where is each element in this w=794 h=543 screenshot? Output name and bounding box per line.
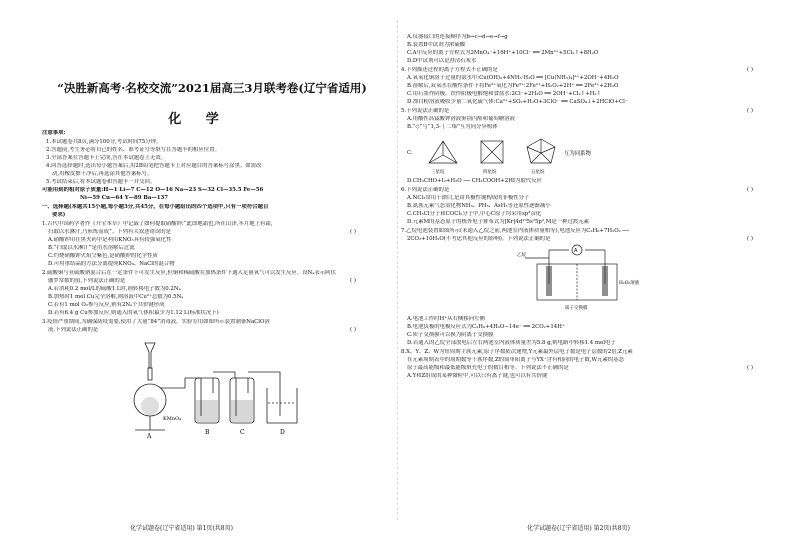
question-2-stem: 伽罗常数的值,下列说法正确的是 [48,278,126,284]
diagram-label: H₂O₂溶液 [619,281,640,286]
svg-text:A: A [574,248,578,254]
structure-label: 五星烷 [531,170,545,175]
option-b: B.装置B中试剂为浓硫酸 [407,42,466,48]
option-b: B.氮族元素气态氢化物NH₃、PH₃、AsH₃等还原性逐渐减小 [407,203,551,209]
question-5-stem: 5.下列说法正确的是 [401,108,450,114]
option-c: C.若有1 mol O₂参与反应,则有2Nₐ个共价键形成 [48,302,165,308]
answer-paren: ( ) [747,236,753,242]
answer-paren: ( ) [747,67,753,73]
option-b: B.加热时1 mol Cu完全溶解,则溶液中Cu²⁺总数为0.5Nₐ [48,294,184,300]
option-c: C.灼烧硝酸钾火焰呈紫色,是硝酸钾的化学性质 [48,253,158,259]
option-a: A.Y和Z组成的某种微粒中,可以只有离子键,也可以有共价键 [407,373,548,379]
notice-line: 1.本试题卷共8页,满分100分,考试时间75分钟。 [46,139,162,145]
figure-label: D [280,429,285,436]
answer-paren: ( ) [747,187,753,193]
option-d: D.若通入的乙烷全部放电后左右两池室内液体质量差为5.8 g,则电路中转移1.4 mol电子 [407,340,616,346]
question-7-stem: 2CO₂+10H₂O(不考虑其他反应的影响)。下列说法正确的是 [407,236,551,242]
question-3-stem: 液,下列说法正确的是 [48,327,99,333]
page-footer: 化学试题卷(辽宁省适用) 第2页(共8页) [527,525,630,532]
structure-conclusion: 互为同系物 [564,151,591,157]
notice-line: 2.答题前,考生务必将自己的姓名、准考证号等填写在答题卡的相应位置。 [46,147,220,153]
diagram-label: 质子交换膜 [565,306,588,311]
apparatus-figure [125,338,355,438]
option-b: B.“扫取以水淋汁”是用水溶解后过滤 [48,245,135,251]
answer-paren: ( ) [350,229,356,235]
figure-label: A [147,433,152,438]
figure-label: B [205,429,210,436]
diagram-label: 乙烷 [517,253,526,258]
question-1-stem: 1.古代中国药学著作《开宝本草》中记载了如何提取硝酸钾:“此即地霜也,所在山泽,冬月地上有霜, [42,221,273,227]
option-d: D.漂白粉溶液吸收少量二氧化硫气体:Ca²⁺+SO₂+H₂O+3ClO⁻ ══ CaSO₄↓+2HClO+Cl⁻ [407,99,628,105]
question-7-stem: 7.乙烷电池装置如图所示(未通入乙烷之前,两池室内液体质量相等),电池反应为C₂H₆+7H₂O₂ ── [401,228,630,234]
option-d: D.可用重结晶的方法分离提纯KNO₃、NaCl的混合物 [48,261,175,267]
notice-line: 3.全部答案在答题卡上完成,答在本试题卷上无效。 [46,155,167,161]
exam-page-2 [397,0,794,543]
option-c: C.质子交换膜可以换为阴离子交换膜 [407,332,494,338]
page-footer: 化学试题卷(辽宁省适用) 第1页(共8页) [130,525,233,532]
subject-heading: 化 学 [168,112,229,127]
figure-label: KMnO₄ [163,416,182,422]
option-a: A.硝酸钾用在黑火药中是利用KNO₃具有较强氧化性 [48,237,172,243]
atomic-mass-line: Ni—59 Cu—64 Y—89 Ba—137 [80,195,169,201]
question-8-stem: 原子最高能级和最低能级填充电子的数目相等。下列说法不正确的是 [407,365,569,371]
notice-heading: 注意事项: [42,130,66,136]
notice-line: 5.考试结束后,将本试题卷和答题卡一并交回。 [46,179,156,185]
option-b: B.溶解后,双氧水在酸性条件下将Fe²⁺氧化为Fe³⁺:2Fe²⁺+H₂O₂+2H⁺ ══ 2Fe³⁺+2H₂O [407,83,619,89]
star-alkane-structures [419,133,619,175]
option-c: C.A中反应的离子方程式为2MnO₄⁻+16H⁺+10Cl⁻ ══ 2Mn²⁺+5Cl₂↑+8H₂O [407,50,599,56]
option-c: C.用石墨作阴极、铁作阳极电解饱和食盐水:2Cl⁻+2H₂O ══ 2OH⁻+Cl₂↑+H₂↑ [407,91,602,97]
answer-paren: ( ) [747,108,753,114]
option-a: A.电池工作时H⁺从右侧移向左侧 [407,316,485,322]
structure-label: 三星烷 [431,170,445,175]
option-a: A.仪器接口的连接顺序为b→c→d→e→f→g [407,34,508,40]
question-2-stem: 2.硫酸铜与亚硫酸钠混合后在一定条件下可发生反应,但铜和稀硫酸在加热条件下通入足量氧气可以发生反应。设Nₐ表示阿伏 [42,270,336,276]
structure-label: 四星烷 [483,170,497,175]
atomic-mass-line: 可能用到的相对原子质量:H—1 Li—7 C—12 O—16 Na—23 S—32 Cl—35.5 Fe—56 [42,187,264,193]
notice-line: 4.回答选择题时,选出每小题答案后,用2B铅笔把答题卡上对应题目的答案标号涂黑。如需改 [46,163,262,169]
option-a: A.若消耗0.2 mol/L的硫酸1 L时,则转移电子数为0.2Nₐ [48,286,181,292]
section-heading-cont: 要求) [52,212,66,218]
question-8-stem: 在元素周期表中的周期数等于族序数,Z的简单阳离子与YX⁻含有相同的电子数,W元素的基态 [407,357,625,363]
question-4-stem: 4.下列描述过程的离子方程式不正确的是 [401,67,498,73]
question-3-stem: 3.疫情严重期间,为确保防疫需要,使用了大量“84”消毒液。实验室用如图所示装置制备NaClO溶 [42,319,270,325]
option-d: D.CH₃CHO+I₂+H₂O ── CH₃COOH+2HI为取代反应 [407,178,542,184]
option-a: A.用酸性高锰酸钾溶液鉴别丙醛和葡萄糖溶液 [407,116,516,122]
question-8-stem: 8.X、Y、Z、W为短周期主族元素,原子序数依次递增,Y元素最外层电子数是电子层数的2倍,Z元素 [401,349,633,355]
option-b: B.电池负极的电极反应式为C₂H₆+4H₂O−14e⁻ ══ 2CO₂+14H⁺ [407,324,565,330]
answer-paren: ( ) [747,365,753,371]
option-d: D.D中试剂可以是澄清石灰水 [407,58,477,64]
exam-title: “决胜新高考·名校交流”2021届高三3月联考卷(辽宁省适用) [57,81,367,95]
option-a: A.氧氧化铜溶于过量的氨水中:Cu(OH)₂+4NH₃·H₂O ══ [Cu(NH₃)₄]²⁺+2OH⁻+4H₂O [407,75,619,81]
option-d: D.元素M的基态原子的核外电子排布式为[Kr]4d¹⁰5s²5p²,M是一种过渡元素 [407,219,589,225]
answer-paren: ( ) [350,327,356,333]
question-6-stem: 6.下列说法正确的是 [401,187,450,193]
section-heading: 一、选择题(本题共15小题,每小题3分,共45分。在每小题给出的四个选项中,只有一项符合题目 [42,204,269,210]
notice-line: 动,用橡皮擦干净后,再选涂其他答案标号。 [52,171,153,177]
answer-paren: ( ) [350,278,356,284]
option-c: C. [407,150,413,156]
option-b: B.“◇”与“1,3-丁二烯”互为同分异构体 [407,124,498,130]
question-1-stem: 扫取以水淋汁,乃煎炼而成”。下列有关叙述错误的是 [48,229,172,235]
option-a: A.NCl₃常用于漂白,是由其极性键构成的非极性分子 [407,195,530,201]
figure-label: C [240,429,245,436]
option-d: D.若有6.4 g Cu参加反应,则通入的氧气体积最少为1.12 L(标准状况下) [48,310,219,316]
option-c: C.CH₃Cl分子和COCl₂分子中,中心C原子均采用sp³杂化 [407,211,542,217]
fuel-cell-figure [517,244,647,312]
